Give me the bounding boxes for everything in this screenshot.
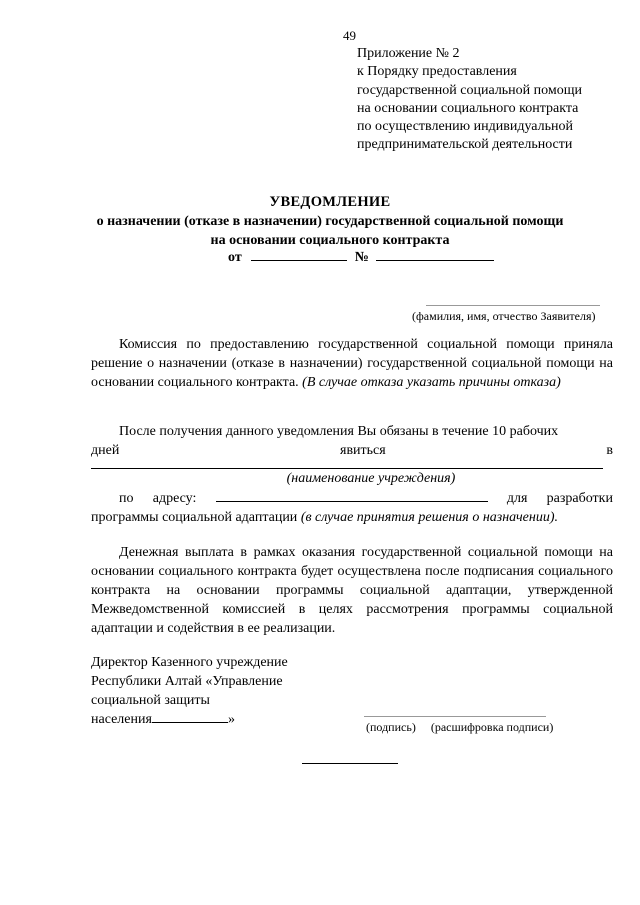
obligation-line-1: После получения данного уведомления Вы обязаны в течение 10 рабочих xyxy=(119,424,559,439)
paragraph-payment xyxy=(91,543,613,638)
director-name-field[interactable] xyxy=(152,710,228,723)
obligation-days: дней xyxy=(91,443,120,458)
annex-line: государственной социальной помощи xyxy=(357,82,583,98)
director-line: Директор Казенного учреждение xyxy=(91,655,288,670)
title-subtitle-2: на основании социального контракта xyxy=(210,233,450,248)
address-label: адресу: xyxy=(152,491,197,506)
number-field[interactable] xyxy=(376,248,494,261)
document-title xyxy=(60,193,600,250)
annex-line: на основании социального контракта xyxy=(357,100,579,116)
title-subtitle: о назначении (отказе в назначении) государственной социальной помощи xyxy=(96,214,564,229)
decoding-caption: (расшифровка подписи) xyxy=(430,720,554,734)
address-for: для xyxy=(506,491,528,506)
institution-field[interactable] xyxy=(91,468,603,469)
paragraph-decision xyxy=(91,335,613,392)
director-line-4 xyxy=(91,710,288,729)
address-line xyxy=(91,489,613,508)
signature-field[interactable] xyxy=(364,716,546,717)
annex-line: к Порядку предоставления xyxy=(357,64,517,80)
applicant-name-field[interactable] xyxy=(426,305,600,306)
paragraph-obligation xyxy=(91,422,613,460)
title-main: УВЕДОМЛЕНИЕ xyxy=(269,194,391,210)
annex-line: предпринимательской деятельности xyxy=(357,137,573,153)
address-line-2: программы социальной адаптации xyxy=(91,510,298,525)
address-po: по xyxy=(119,491,134,506)
applicant-caption: (фамилия, имя, отчество Заявителя) xyxy=(412,309,596,323)
director-line: социальной защиты xyxy=(91,693,210,708)
date-prefix: от xyxy=(228,250,242,265)
obligation-in: в xyxy=(606,443,613,458)
end-divider xyxy=(302,763,398,764)
paragraph-address xyxy=(91,489,613,527)
date-field[interactable] xyxy=(251,248,347,261)
annex-line: Приложение № 2 xyxy=(357,46,460,61)
obligation-appear: явиться xyxy=(340,443,386,458)
address-development: разработки xyxy=(546,491,613,506)
paragraph-decision-italic: (В случае отказа указать причины отказа) xyxy=(302,375,561,390)
payment-text: Денежная выплата в рамках оказания государственной социальной помощи на основании социального контракта будет осуществлена после подписания социального контракта на основании программы социальной адаптации, утвержденной Межведомственной комиссией в целях рассмотрения программы социальной адаптации и содействия в ее реализации. xyxy=(91,545,613,636)
paragraph-decision-text: Комиссия по предоставлению государственной социальной помощи приняла решение о назначении (отказе в назначении) государственной социальной помощи на основании социального контракта. xyxy=(91,337,613,390)
obligation-line-2 xyxy=(91,441,613,460)
director-line: Республики Алтай «Управление xyxy=(91,674,283,689)
signature-captions xyxy=(366,720,553,735)
address-italic: (в случае принятия решения о назначении). xyxy=(300,510,558,525)
annex-line: по осуществлению индивидуальной xyxy=(357,119,573,135)
director-quote: » xyxy=(227,712,235,727)
date-number-line xyxy=(228,248,494,266)
number-prefix: № xyxy=(354,250,369,265)
page-number: 49 xyxy=(343,28,356,43)
institution-caption: (наименование учреждения) xyxy=(286,471,456,486)
director-block xyxy=(91,653,288,729)
signature-caption: (подпись) xyxy=(366,720,416,734)
annex-header xyxy=(357,45,582,155)
director-population: населения xyxy=(91,712,152,727)
address-field[interactable] xyxy=(216,489,488,502)
